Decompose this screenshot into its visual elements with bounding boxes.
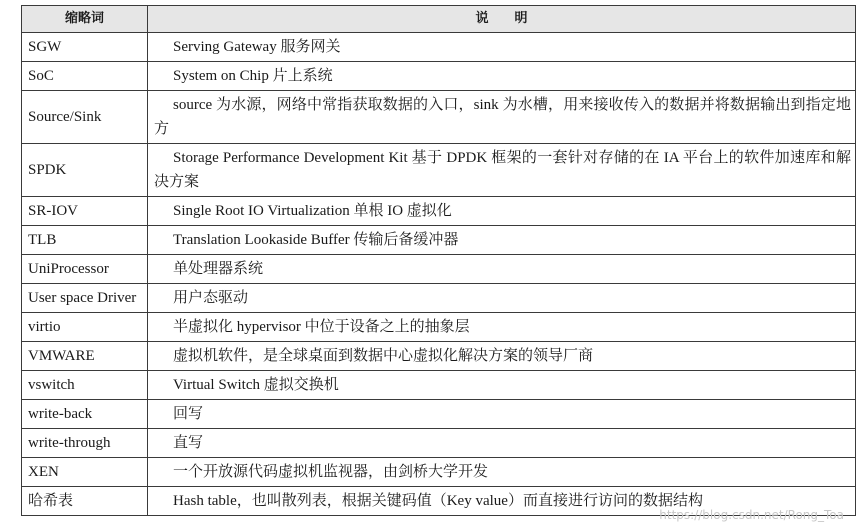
abbreviation-cell: virtio xyxy=(22,313,148,342)
description-text: 直写 xyxy=(173,435,204,451)
description-cell xyxy=(148,62,856,91)
abbreviation-cell: SGW xyxy=(22,33,148,62)
description-text: Virtual Switch 虚拟交换机 xyxy=(173,377,339,393)
column-header-description: 说明 xyxy=(148,6,856,33)
description-cell xyxy=(148,197,856,226)
table-row xyxy=(22,62,856,91)
table-row xyxy=(22,33,856,62)
description-text: 一个开放源代码虚拟机监视器，由剑桥大学开发 xyxy=(173,464,489,480)
abbreviation-cell: vswitch xyxy=(22,371,148,400)
description-text: Hash table，也叫散列表，根据关键码值（Key value）而直接进行访问的数据结构 xyxy=(173,493,703,509)
abbreviation-cell: SPDK xyxy=(22,144,148,197)
table-row xyxy=(22,458,856,487)
table-row xyxy=(22,91,856,144)
description-cell xyxy=(148,371,856,400)
description-cell xyxy=(148,91,856,144)
description-cell xyxy=(148,255,856,284)
description-cell xyxy=(148,144,856,197)
abbreviation-cell: write-through xyxy=(22,429,148,458)
description-cell xyxy=(148,458,856,487)
table-row xyxy=(22,371,856,400)
description-text: 半虚拟化 hypervisor 中位于设备之上的抽象层 xyxy=(173,319,470,335)
abbreviation-cell: UniProcessor xyxy=(22,255,148,284)
description-text: Single Root IO Virtualization 单根 IO 虚拟化 xyxy=(173,203,452,219)
description-text: Translation Lookaside Buffer 传输后备缓冲器 xyxy=(173,232,459,248)
watermark: https://blog.csdn.net/Rong_Toa xyxy=(659,508,844,522)
description-cell xyxy=(148,487,856,516)
table-row xyxy=(22,255,856,284)
abbreviation-cell: TLB xyxy=(22,226,148,255)
abbreviation-cell: XEN xyxy=(22,458,148,487)
table-row xyxy=(22,226,856,255)
table-row xyxy=(22,144,856,197)
description-cell xyxy=(148,429,856,458)
abbreviation-cell: write-back xyxy=(22,400,148,429)
description-text: source 为水源，网络中常指获取数据的入口，sink 为水槽，用来接收传入的数据并将数据输出到指定地方 xyxy=(154,97,851,137)
description-cell xyxy=(148,400,856,429)
glossary-table xyxy=(21,5,856,516)
table-row xyxy=(22,313,856,342)
description-cell xyxy=(148,226,856,255)
description-text: Serving Gateway 服务网关 xyxy=(173,39,341,55)
table-row xyxy=(22,284,856,313)
description-cell xyxy=(148,33,856,62)
table-row xyxy=(22,400,856,429)
description-text: 用户态驱动 xyxy=(173,290,249,306)
column-header-abbreviation: 缩略词 xyxy=(22,6,148,33)
table-row xyxy=(22,342,856,371)
table-row xyxy=(22,197,856,226)
abbreviation-cell: SR-IOV xyxy=(22,197,148,226)
description-text: 回写 xyxy=(173,406,204,422)
description-text: 单处理器系统 xyxy=(173,261,264,277)
abbreviation-cell: Source/Sink xyxy=(22,91,148,144)
description-text: 虚拟机软件，是全球桌面到数据中心虚拟化解决方案的领导厂商 xyxy=(173,348,594,364)
abbreviation-cell: SoC xyxy=(22,62,148,91)
description-cell xyxy=(148,284,856,313)
description-cell xyxy=(148,342,856,371)
table-row xyxy=(22,487,856,516)
description-cell xyxy=(148,313,856,342)
abbreviation-cell: User space Driver xyxy=(22,284,148,313)
description-text: System on Chip 片上系统 xyxy=(173,68,333,84)
description-text: Storage Performance Development Kit 基于 DPDK 框架的一套针对存储的在 IA 平台上的软件加速库和解决方案 xyxy=(154,150,851,190)
abbreviation-cell: VMWARE xyxy=(22,342,148,371)
table-header-row xyxy=(22,6,856,33)
abbreviation-cell: 哈希表 xyxy=(22,487,148,516)
table-row xyxy=(22,429,856,458)
